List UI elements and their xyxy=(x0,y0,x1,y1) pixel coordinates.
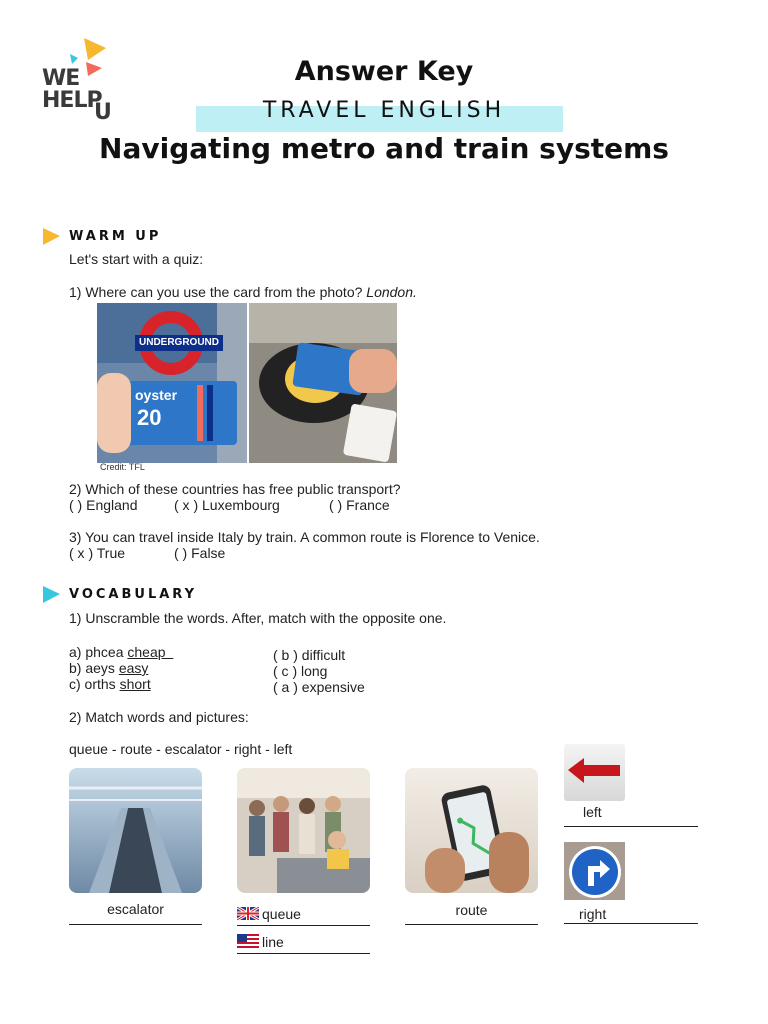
label-left: left xyxy=(583,804,602,820)
warmup-triangle-icon xyxy=(42,227,62,247)
warmup-q3-option-false: ( ) False xyxy=(174,545,226,561)
page-title: Answer Key xyxy=(294,56,474,87)
oyster-card-brand: oyster xyxy=(135,387,178,403)
opposite-item-2: ( c ) long xyxy=(273,663,328,679)
route-illustration xyxy=(405,768,538,893)
section-label-warmup: WARM UP xyxy=(69,229,162,244)
queue-photo xyxy=(237,768,370,893)
warmup-q3-option-true: ( x ) True xyxy=(69,545,126,561)
right-sign-photo xyxy=(564,842,625,900)
warmup-q2: 2) Which of these countries has free public transport? xyxy=(69,481,401,497)
uk-flag-icon xyxy=(237,907,259,920)
oyster-card-photo-1 xyxy=(97,303,247,463)
escalator-illustration xyxy=(69,768,202,893)
scramble-item-b: b) aeys easy xyxy=(69,660,149,676)
label-right: right xyxy=(579,906,607,922)
hand-shape xyxy=(97,373,131,453)
logo-word-u: U xyxy=(94,100,111,125)
answer-line-line xyxy=(237,953,370,954)
vocabulary-triangle-icon xyxy=(42,585,62,605)
page-heading: Navigating metro and train systems xyxy=(99,132,669,165)
label-escalator: escalator xyxy=(107,901,164,917)
queue-illustration xyxy=(237,768,370,893)
opposite-item-3: ( a ) expensive xyxy=(273,679,365,695)
answer-line-escalator xyxy=(69,924,202,925)
opposite-item-1: ( b ) difficult xyxy=(273,647,346,663)
vocabulary-q2: 2) Match words and pictures: xyxy=(69,709,249,725)
scramble-item-c: c) orths short xyxy=(69,676,151,692)
label-queue: queue xyxy=(262,906,301,922)
oyster-card-photo-2 xyxy=(249,303,397,463)
answer-line-left xyxy=(564,826,698,827)
left-arrow-icon xyxy=(564,744,625,801)
word-bank: queue - route - escalator - right - left xyxy=(69,741,293,757)
warmup-q1-answer: London. xyxy=(366,284,417,300)
escalator-photo xyxy=(69,768,202,893)
scramble-item-a: a) phcea cheap xyxy=(69,644,174,660)
warmup-intro: Let's start with a quiz: xyxy=(69,251,204,267)
warmup-q1-text: 1) Where can you use the card from the photo? xyxy=(69,284,363,300)
label-route: route xyxy=(455,902,488,918)
warmup-q1 xyxy=(69,284,417,300)
warmup-q2-option-france: ( ) France xyxy=(329,497,390,513)
route-photo xyxy=(405,768,538,893)
left-sign-photo xyxy=(564,744,625,801)
section-label-vocabulary: VOCABULARY xyxy=(69,587,198,602)
logo-word-help: HELP xyxy=(42,88,102,113)
answer-line-queue xyxy=(237,925,370,926)
oyster-card xyxy=(127,381,237,445)
page-subtitle: TRAVEL ENGLISH xyxy=(262,98,506,123)
us-flag-icon xyxy=(237,934,259,948)
warmup-q2-option-england: ( ) England xyxy=(69,497,138,513)
warmup-q3: 3) You can travel inside Italy by train. A common route is Florence to Venice. xyxy=(69,529,540,545)
answer-line-right xyxy=(564,923,698,924)
logo-word-we: WE xyxy=(42,66,80,91)
warmup-q2-option-luxembourg: ( x ) Luxembourg xyxy=(174,497,280,513)
right-turn-sign-icon xyxy=(564,842,625,900)
vocabulary-q1: 1) Unscramble the words. After, match with the opposite one. xyxy=(69,610,447,626)
roundel-label: UNDERGROUND xyxy=(135,335,223,351)
oyster-card-number: 20 xyxy=(137,405,162,430)
answer-line-route xyxy=(405,924,538,925)
photo-credit: Credit: TFL xyxy=(100,462,145,472)
label-line: line xyxy=(262,934,284,950)
